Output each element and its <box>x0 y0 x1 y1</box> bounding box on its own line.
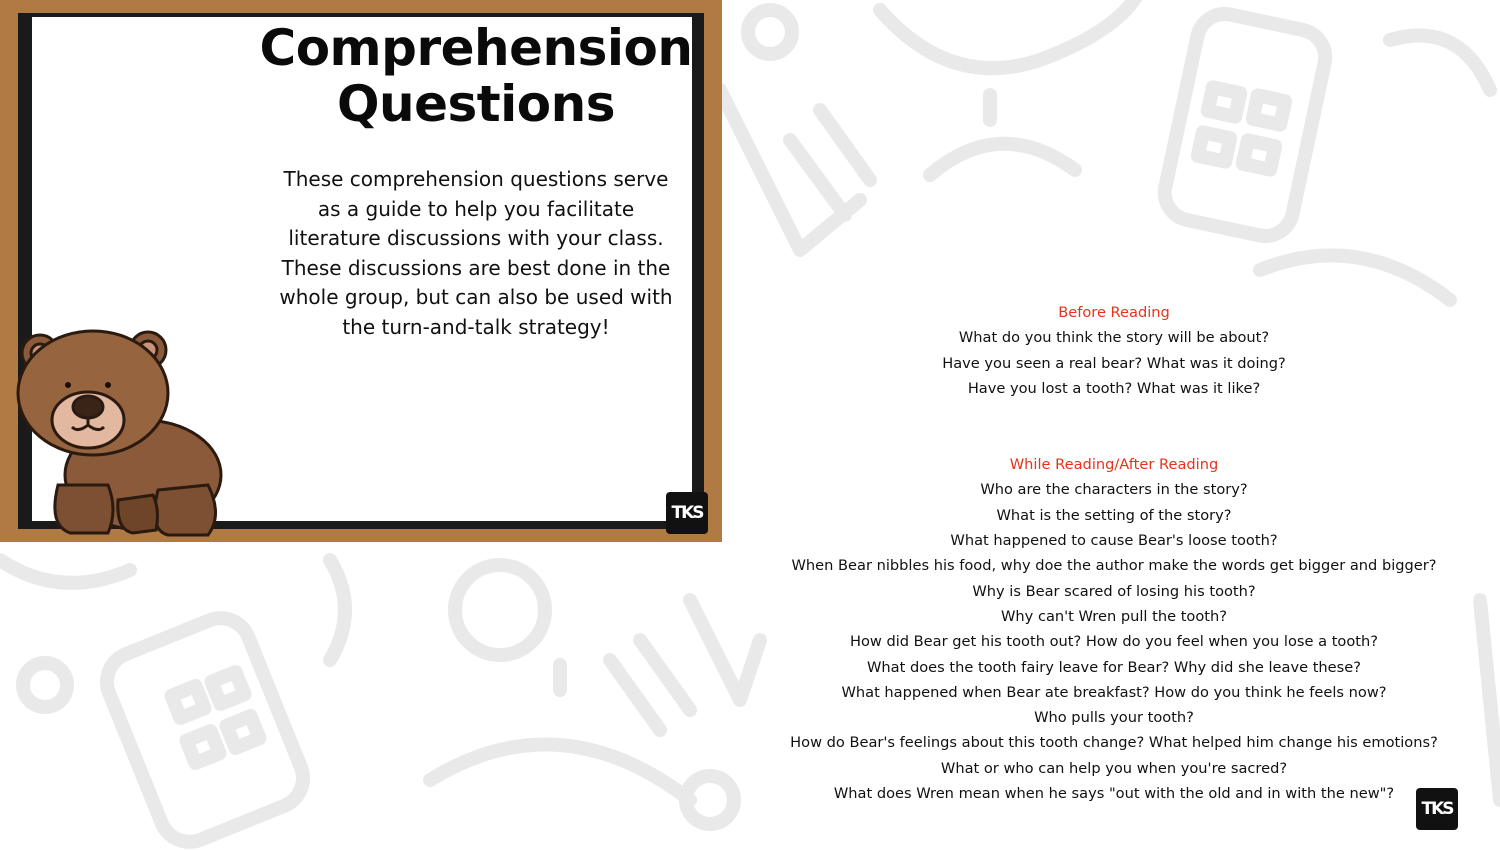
question-item: What happened to cause Bear's loose tooth? <box>950 532 1278 550</box>
question-item: When Bear nibbles his food, why doe the author make the words get bigger and bigger? <box>791 557 1437 575</box>
card-title-line1: Comprehension <box>259 19 693 77</box>
section-gap <box>760 401 1468 452</box>
question-item: How do Bear's feelings about this tooth change? What helped him change his emotions? <box>790 734 1438 752</box>
question-item: Why can't Wren pull the tooth? <box>1000 607 1227 625</box>
card-logo: TKS <box>666 492 708 534</box>
question-item: What do you think the story will be about? <box>958 329 1270 347</box>
card-title <box>238 20 714 132</box>
before-reading-heading: Before Reading <box>1058 304 1170 321</box>
question-item: What happened when Bear ate breakfast? How do you think he feels now? <box>841 683 1387 701</box>
question-item: Have you lost a tooth? What was it like? <box>967 379 1261 397</box>
question-item: What is the setting of the story? <box>996 506 1232 524</box>
question-item: Have you seen a real bear? What was it doing? <box>942 354 1286 372</box>
while-reading-heading: While Reading/After Reading <box>1009 456 1219 474</box>
card-description: These comprehension questions serve as a guide to help you facilitate literature discussions with your class. These discussions are best done in the whole group, but can also be used with the turn-and-talk strategy! <box>279 167 673 339</box>
question-item: How did Bear get his tooth out? How do you feel when you lose a tooth? <box>849 633 1379 651</box>
footer-logo: TKS <box>1416 788 1458 830</box>
question-item: Who are the characters in the story? <box>980 481 1248 499</box>
question-item: What does the tooth fairy leave for Bear? Why did she leave these? <box>867 658 1361 676</box>
question-item: What or who can help you when you're sacred? <box>940 759 1288 777</box>
bear-illustration <box>8 325 238 540</box>
card-title-line2: Questions <box>336 75 616 133</box>
question-item: Who pulls your tooth? <box>1034 709 1194 727</box>
question-item: What does Wren mean when he says "out with the old and in with the new"? <box>833 785 1395 803</box>
questions-list <box>760 300 1468 806</box>
question-item: Why is Bear scared of losing his tooth? <box>972 582 1256 600</box>
